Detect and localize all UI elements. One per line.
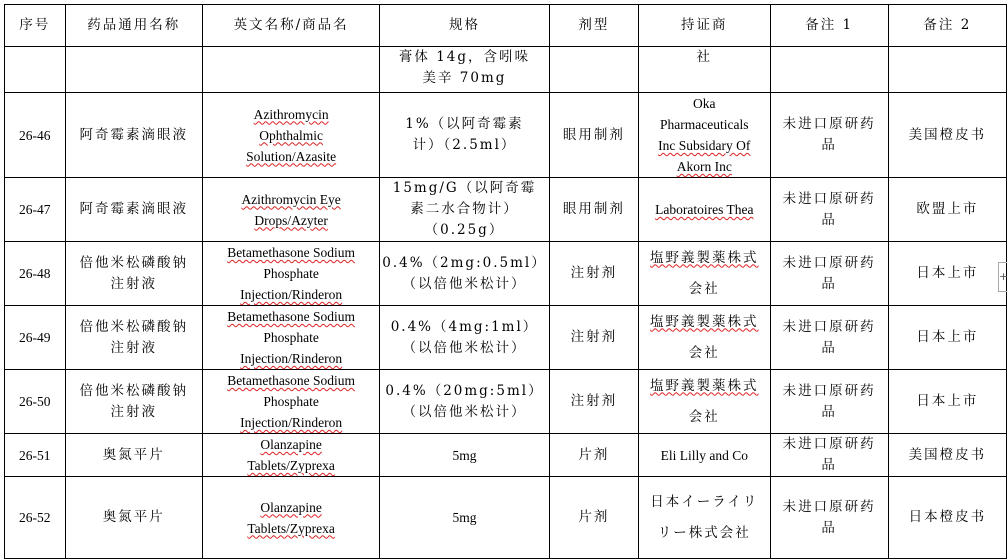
note-2: 欧盟上市 [888,178,1006,242]
spec: 1%（以阿奇霉素 计）（2.5ml） [380,93,549,178]
license-holder: 塩野義製薬株式 会社 [639,306,771,370]
row-resize-handle[interactable]: + [998,262,1007,292]
note-1: 未进口原研药 品 [770,434,888,477]
license-holder: Laboratoires Thea [639,178,771,242]
row-number: 26-46 [5,93,66,178]
generic-name: 阿奇霉素滴眼液 [65,178,202,242]
english-name: Olanzapine Tablets/Zyprexa [202,434,379,477]
generic-name: 奥氮平片 [65,477,202,559]
note-2: 日本上市 [888,242,1006,306]
note-2: 日本橙皮书 [888,477,1006,559]
header-cell-note2: 备注 2 [888,5,1006,47]
table-row [5,306,1007,370]
row-number: 26-47 [5,178,66,242]
drug-list-table [4,4,1007,559]
english-name: Betamethasone Sodium Phosphate Injection/Rinderon [202,370,379,434]
english-name: Azithromycin Ophthalmic Solution/Azasite [202,93,379,178]
license-holder: Eli Lilly and Co [639,434,771,477]
english-name: Azithromycin Eye Drops/Azyter [202,178,379,242]
dosage-form: 片剂 [549,477,638,559]
continued-row [5,47,1007,93]
table-row [5,242,1007,306]
generic-name: 倍他米松磷酸钠 注射液 [65,242,202,306]
table-row [5,434,1007,477]
english-name: Betamethasone Sodium Phosphate Injection/Rinderon [202,242,379,306]
row-number: 26-49 [5,306,66,370]
table-row [5,93,1007,178]
header-cell-no: 序号 [5,5,66,47]
row-number: 26-52 [5,477,66,559]
spec: 0.4%（2mg:0.5ml） （以倍他米松计） [380,242,549,306]
generic-name: 奥氮平片 [65,434,202,477]
note-1: 未进口原研药 品 [770,477,888,559]
header-cell-generic-name: 药品通用名称 [65,5,202,47]
continued-spec: 膏体 14g，含吲哚 美辛 70mg [380,47,549,93]
header-cell-english-name: 英文名称/商品名 [202,5,379,47]
row-number: 26-48 [5,242,66,306]
header-row [5,5,1007,47]
header-cell-note1: 备注 1 [770,5,888,47]
english-name: Olanzapine Tablets/Zyprexa [202,477,379,559]
generic-name: 阿奇霉素滴眼液 [65,93,202,178]
row-number: 26-51 [5,434,66,477]
spec: 5mg [380,434,549,477]
dosage-form: 注射剂 [549,370,638,434]
note-1: 未进口原研药 品 [770,242,888,306]
header-cell-holder: 持证商 [639,5,771,47]
dosage-form: 眼用制剂 [549,93,638,178]
table-row [5,178,1007,242]
row-number: 26-50 [5,370,66,434]
note-2: 美国橙皮书 [888,93,1006,178]
header-cell-spec: 规格 [380,5,549,47]
generic-name: 倍他米松磷酸钠 注射液 [65,370,202,434]
spec: 15mg/G（以阿奇霉 素二水合物计） （0.25g） [380,178,549,242]
note-2: 日本上市 [888,306,1006,370]
note-2: 美国橙皮书 [888,434,1006,477]
dosage-form: 眼用制剂 [549,178,638,242]
spec: 0.4%（20mg:5ml） （以倍他米松计） [380,370,549,434]
english-name: Betamethasone Sodium Phosphate Injection/Rinderon [202,306,379,370]
dosage-form: 片剂 [549,434,638,477]
note-1: 未进口原研药 品 [770,306,888,370]
license-holder: Oka Pharmaceuticals Inc Subsidary Of Akorn Inc [639,93,771,178]
note-1: 未进口原研药 品 [770,178,888,242]
table-row [5,370,1007,434]
header-cell-form: 剂型 [549,5,638,47]
note-1: 未进口原研药 品 [770,370,888,434]
spec: 5mg [380,477,549,559]
license-holder: 日本イーライリ リー株式会社 [639,477,771,559]
dosage-form: 注射剂 [549,306,638,370]
generic-name: 倍他米松磷酸钠 注射液 [65,306,202,370]
license-holder: 塩野義製薬株式 会社 [639,242,771,306]
table-row [5,477,1007,559]
note-2: 日本上市 [888,370,1006,434]
spec: 0.4%（4mg:1ml） （以倍他米松计） [380,306,549,370]
dosage-form: 注射剂 [549,242,638,306]
note-1: 未进口原研药 品 [770,93,888,178]
license-holder: 塩野義製薬株式 会社 [639,370,771,434]
continued-holder: 社 [639,47,771,93]
